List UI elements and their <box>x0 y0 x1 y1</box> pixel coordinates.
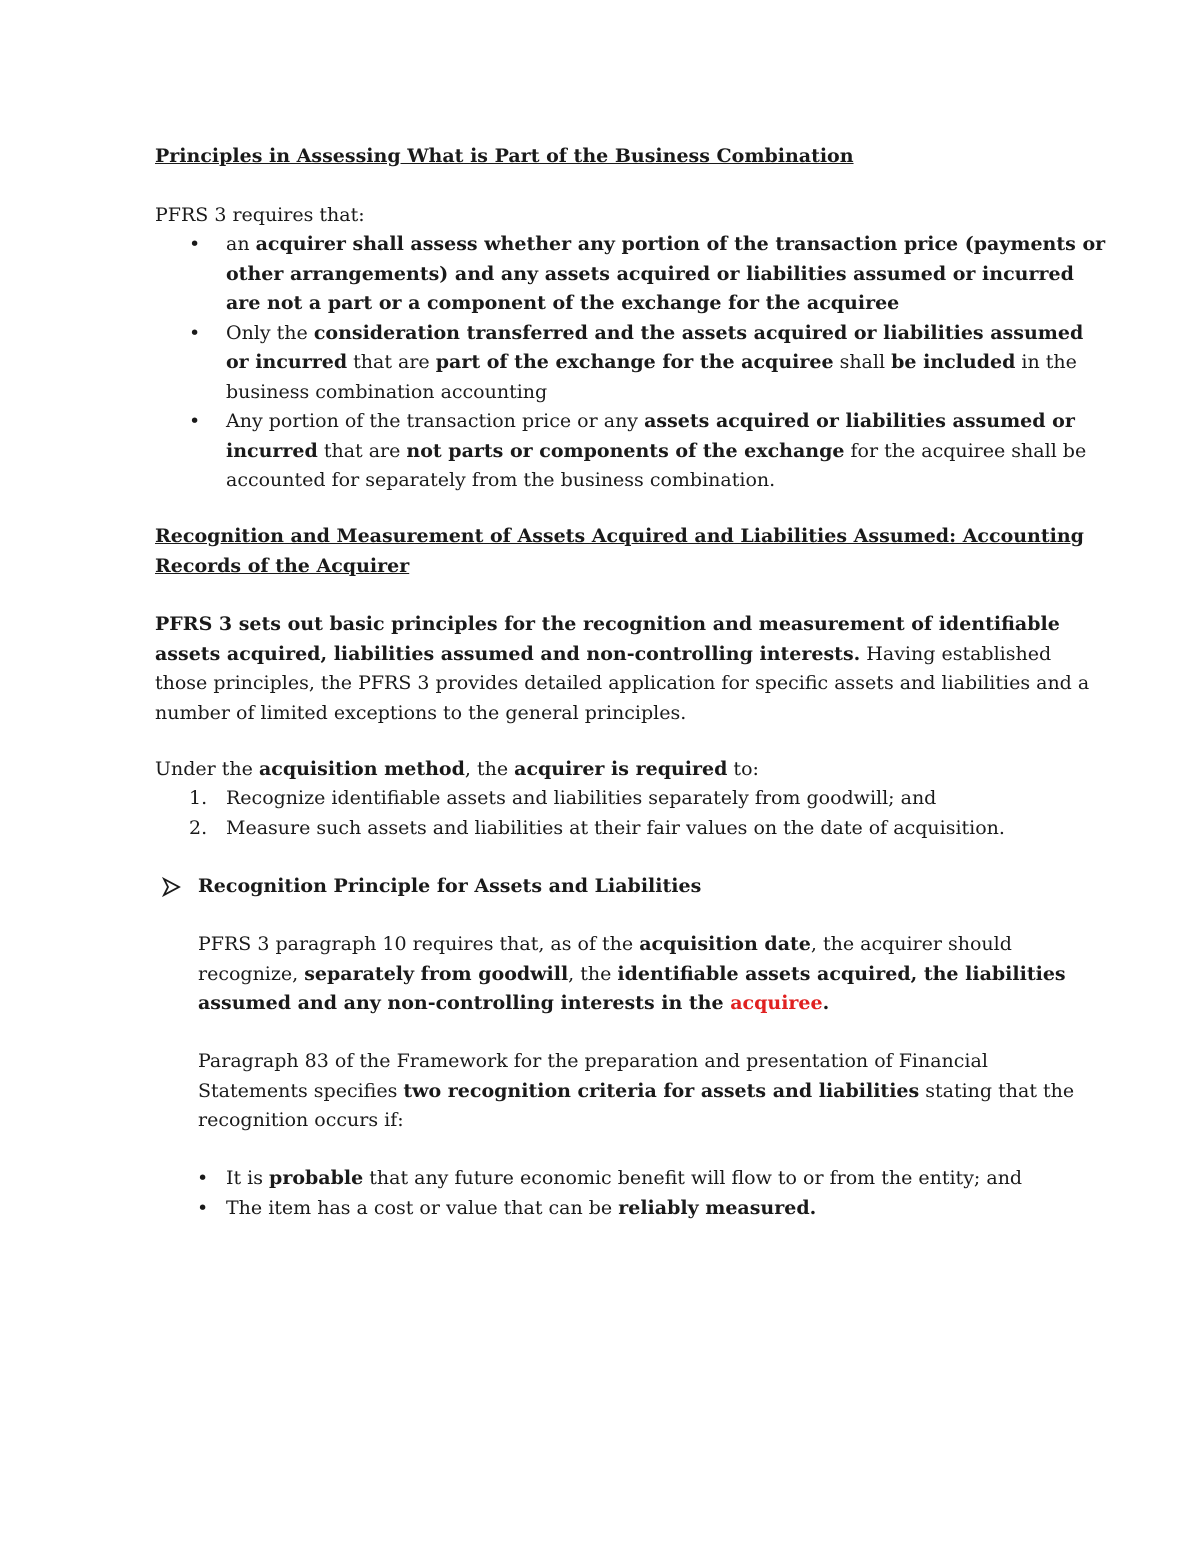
text-run: It is <box>226 1167 270 1189</box>
list-number: 2. <box>189 816 208 839</box>
section-heading-recognition-principle: Recognition Principle for Assets and Liabilities <box>198 875 702 897</box>
under-text-2: acquisition method <box>258 758 465 780</box>
principle-bullet-item <box>189 319 1106 408</box>
text-run: , the acquirer should recognize, <box>198 933 1012 985</box>
principle-bullet-item <box>189 230 1106 319</box>
under-text-3: , the <box>464 758 515 780</box>
bullet-text-run: for the acquiree shall be accounted for separately from the business combination. <box>226 439 1087 491</box>
text-run: , the <box>568 962 618 985</box>
section-heading-recognition-measurement: Recognition and Measurement of Assets Acquired and Liabilities Assumed: Accounting Records of the Acquirer <box>155 525 1084 577</box>
text-run: probable <box>269 1167 364 1189</box>
list-item-text: Measure such assets and liabilities at their fair values on the date of acquisition. <box>226 816 1005 839</box>
pfrs3-paragraph-10 <box>198 930 1098 1019</box>
recognition-criteria-list <box>197 1164 1106 1223</box>
bullet-text-run: assets acquired or liabilities assumed or incurred <box>226 410 1075 462</box>
bullet-text-run: shall <box>833 351 892 373</box>
text-run: The item has a cost or value that can be <box>226 1196 619 1219</box>
bullet-icon: • <box>189 233 201 255</box>
bullet-text-run: Only the <box>226 321 314 344</box>
bullet-icon: • <box>189 321 201 344</box>
bullet-icon: • <box>197 1196 209 1219</box>
list-number: 1. <box>189 787 208 809</box>
principle-bullet-item <box>189 407 1106 496</box>
bullet-text-run: part of the exchange for the acquiree <box>435 351 834 373</box>
bullet-icon: • <box>189 410 201 432</box>
numbered-list-item <box>189 814 1106 844</box>
para-bold-text: PFRS 3 sets out basic principles for the recognition and measurement of identifiable assets acquired, liabilities assumed and non-controlling interests. <box>155 613 1060 665</box>
intro-text: PFRS 3 requires that: <box>155 204 365 226</box>
list-item-text: Recognize identifiable assets and liabilities separately from goodwill; and <box>226 787 937 809</box>
text-run: identifiable assets acquired, the liabilities assumed and any non-controlling interests in the <box>198 962 1066 1014</box>
para-rest-text: Having established those principles, the PFRS 3 provides detailed application for specific assets and liabilities and a number of limited exceptions to the general principles. <box>155 642 1090 724</box>
text-run: acquisition date <box>639 933 811 955</box>
bullet-text-run: that are <box>317 439 407 462</box>
bullet-text-run: consideration transferred and the assets acquired or liabilities assumed or incurred <box>226 321 1084 373</box>
text-run: two recognition criteria for assets and liabilities <box>403 1079 920 1102</box>
text-run: acquiree <box>730 992 823 1014</box>
acquisition-numbered-list <box>189 784 1106 843</box>
framework-paragraph-83 <box>198 1047 1098 1136</box>
text-run: Paragraph 83 of the Framework for the preparation and presentation of Financial Statements specifies <box>198 1050 988 1102</box>
bullet-text-run: be included <box>891 351 1016 373</box>
under-text-5: to: <box>727 758 759 780</box>
section-heading-principles: Principles in Assessing What is Part of the Business Combination <box>155 145 854 167</box>
text-run: stating that the recognition occurs if: <box>198 1079 1075 1131</box>
under-text-4: acquirer is required <box>514 758 728 780</box>
bullet-text-run: not parts or components of the exchange <box>406 439 845 462</box>
text-run: that any future economic benefit will flow to or from the entity; and <box>363 1167 1023 1189</box>
bullet-text-run: an <box>226 233 256 255</box>
bullet-text-run: that are <box>347 351 436 373</box>
principles-bullet-list <box>189 230 1106 496</box>
arrow-bullet-icon <box>162 877 182 897</box>
criteria-bullet-item <box>197 1194 1106 1224</box>
bullet-text-run: acquirer shall assess whether any portion of the transaction price (payments or other arrangements) and any assets acquired or liabilities assumed or incurred are not a part or a component of the exchange for the acquiree <box>226 233 1106 314</box>
bullet-icon: • <box>197 1167 209 1189</box>
text-run: separately from goodwill <box>304 962 569 985</box>
under-text-1: Under the <box>155 758 259 780</box>
numbered-list-item <box>189 784 1106 814</box>
pfrs3-principles-paragraph <box>155 610 1100 728</box>
acquisition-method-line <box>155 755 1100 785</box>
text-run: PFRS 3 paragraph 10 requires that, as of the <box>198 933 640 955</box>
text-run: . <box>822 992 830 1014</box>
criteria-bullet-item <box>197 1164 1106 1194</box>
text-run: reliably measured. <box>618 1196 817 1219</box>
bullet-text-run: Any portion of the transaction price or any <box>226 410 645 432</box>
bullet-text-run: in the business combination accounting <box>226 351 1077 403</box>
